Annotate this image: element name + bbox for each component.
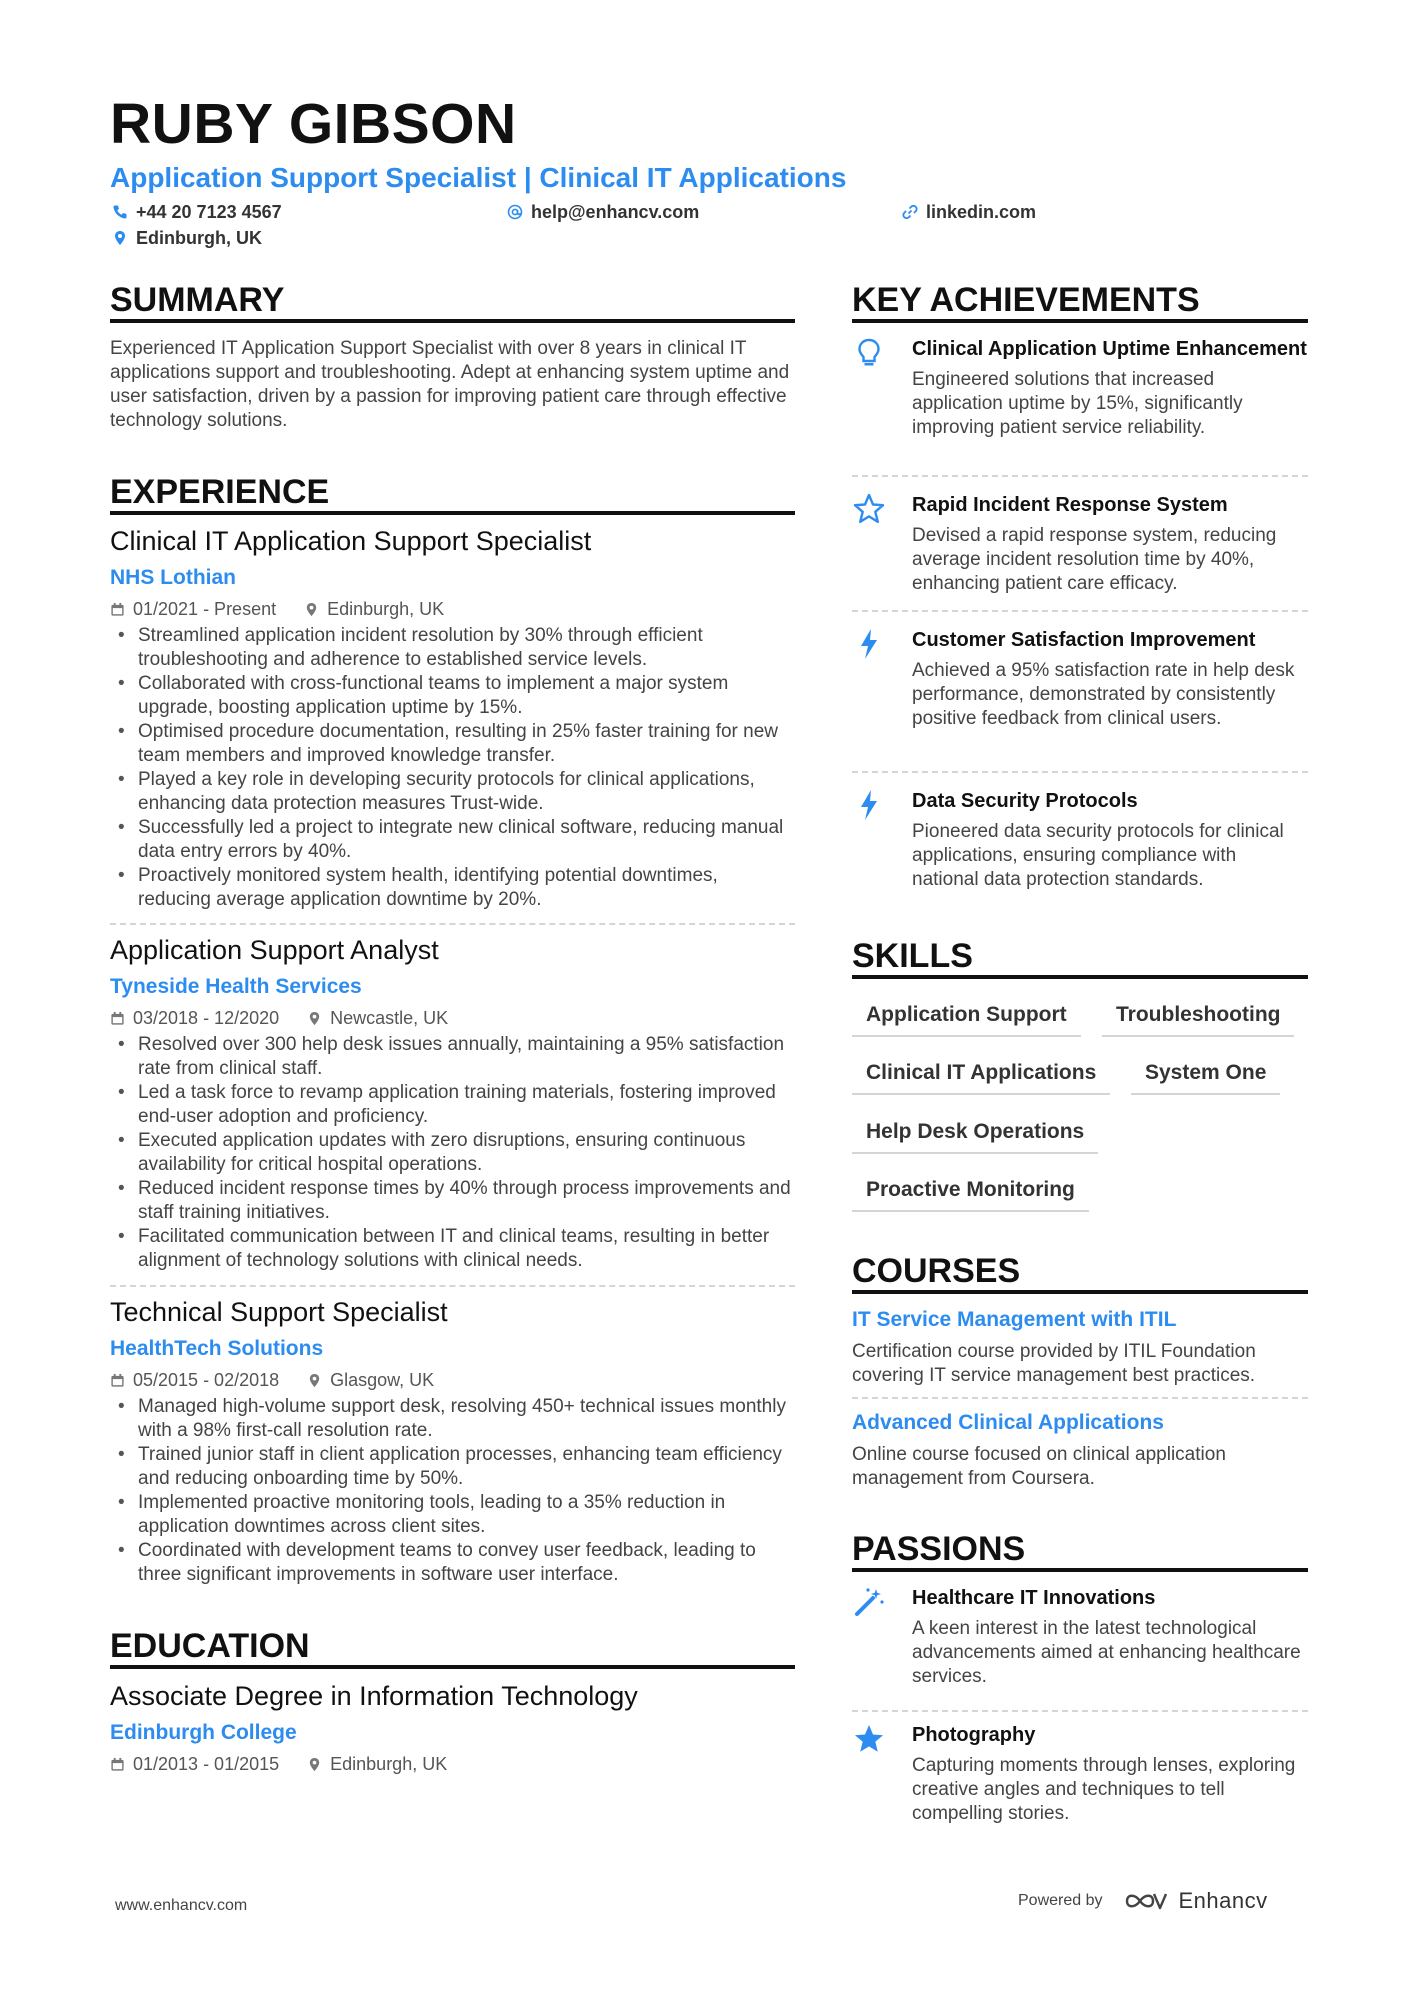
job-location bbox=[307, 1009, 448, 1027]
footer-powered[interactable] bbox=[1018, 1888, 1268, 1914]
bullet-item: • Trained junior staff in client application processes, enhancing team efficiency and reducing onboarding time by 50%. bbox=[110, 1443, 795, 1491]
passion-item bbox=[852, 1585, 1308, 1689]
education-location bbox=[307, 1755, 447, 1773]
bullet-item: • Managed high-volume support desk, resolving 450+ technical issues monthly with a 98% first-call resolution rate. bbox=[110, 1395, 795, 1443]
phone-icon bbox=[112, 204, 128, 220]
summary-title: SUMMARY bbox=[110, 281, 285, 319]
passion-item bbox=[852, 1722, 1308, 1826]
brand-name: Enhancv bbox=[1178, 1888, 1268, 1913]
star-icon bbox=[852, 492, 886, 526]
education-entry bbox=[110, 1683, 795, 1773]
job-meta bbox=[110, 1371, 795, 1389]
magic-wand-icon bbox=[852, 1585, 886, 1619]
bullet-item: • Facilitated communication between IT and clinical teams, resulting in better alignment of technology solutions with clinical needs. bbox=[110, 1225, 795, 1273]
job-location bbox=[307, 1371, 434, 1389]
course-divider bbox=[852, 1397, 1308, 1399]
bullet-item: • Led a task force to revamp application training materials, fostering improved end-user adoption and proficiency. bbox=[110, 1081, 795, 1129]
education-location-text: Edinburgh, UK bbox=[330, 1754, 448, 1774]
footer-website[interactable]: www.enhancv.com bbox=[115, 1897, 248, 1914]
calendar-icon bbox=[110, 1757, 125, 1772]
job-dates-text: 01/2021 - Present bbox=[133, 599, 277, 619]
phone-text: +44 20 7123 4567 bbox=[136, 202, 282, 222]
achievements-title: KEY ACHIEVEMENTS bbox=[852, 281, 1200, 319]
achievement-divider bbox=[852, 771, 1308, 773]
job-location-text: Newcastle, UK bbox=[330, 1008, 449, 1028]
lightning-icon bbox=[852, 627, 886, 661]
skills-divider bbox=[852, 975, 1308, 979]
skill-tag: Clinical IT Applications bbox=[852, 1062, 1110, 1095]
job-dates bbox=[110, 1009, 279, 1027]
achievement-title: Clinical Application Uptime Enhancement bbox=[912, 338, 1307, 360]
skill-tag: Help Desk Operations bbox=[852, 1121, 1098, 1154]
calendar-icon bbox=[110, 602, 125, 617]
location-pin-icon bbox=[304, 602, 319, 617]
achievement-title: Customer Satisfaction Improvement bbox=[912, 629, 1256, 651]
experience-divider bbox=[110, 511, 795, 515]
job-company[interactable]: HealthTech Solutions bbox=[110, 1337, 324, 1360]
contact-phone[interactable] bbox=[112, 203, 282, 221]
at-icon bbox=[507, 204, 523, 220]
bullet-item: • Resolved over 300 help desk issues annually, maintaining a 95% satisfaction rate from clinical staff. bbox=[110, 1033, 795, 1081]
job-dates bbox=[110, 1371, 279, 1389]
job-dates-text: 05/2015 - 02/2018 bbox=[133, 1370, 280, 1390]
school-name[interactable]: Edinburgh College bbox=[110, 1721, 297, 1744]
star-icon bbox=[852, 1722, 886, 1756]
experience-title: EXPERIENCE bbox=[110, 473, 330, 511]
job-title: Application Support Analyst bbox=[110, 935, 439, 965]
job-location-text: Glasgow, UK bbox=[330, 1370, 435, 1390]
email-text: help@enhancv.com bbox=[531, 202, 700, 222]
education-meta bbox=[110, 1755, 795, 1773]
candidate-headline: Application Support Specialist | Clinical IT Applications bbox=[110, 162, 847, 193]
job-meta bbox=[110, 1009, 795, 1027]
calendar-icon bbox=[110, 1011, 125, 1026]
course-desc: Online course focused on clinical application management from Coursera. bbox=[852, 1444, 1226, 1489]
bullet-item: • Proactively monitored system health, identifying potential downtimes, reducing average application downtime by 20%. bbox=[110, 864, 795, 912]
lightbulb-icon bbox=[852, 336, 886, 370]
achievement-item bbox=[852, 788, 1308, 892]
education-dates-text: 01/2013 - 01/2015 bbox=[133, 1754, 280, 1774]
location-text: Edinburgh, UK bbox=[136, 228, 262, 248]
job-location-text: Edinburgh, UK bbox=[327, 599, 445, 619]
website-text: linkedin.com bbox=[926, 202, 1037, 222]
skills-title: SKILLS bbox=[852, 937, 973, 975]
bullet-item: • Played a key role in developing security protocols for clinical applications, enhancing data protection measures Trust-wide. bbox=[110, 768, 795, 816]
bullet-item: • Executed application updates with zero disruptions, ensuring continuous availability for critical hospital operations. bbox=[110, 1129, 795, 1177]
candidate-name: RUBY GIBSON bbox=[110, 92, 517, 156]
achievement-item bbox=[852, 336, 1308, 440]
bullet-item: • Collaborated with cross-functional teams to implement a major system upgrade, boosting application uptime by 15%. bbox=[110, 672, 795, 720]
course-desc: Certification course provided by ITIL Foundation covering IT service management best practices. bbox=[852, 1341, 1256, 1386]
job-bullets bbox=[110, 1395, 795, 1587]
achievement-divider bbox=[852, 610, 1308, 612]
job-entry bbox=[110, 937, 795, 1273]
passion-title: Healthcare IT Innovations bbox=[912, 1587, 1156, 1609]
course-item bbox=[852, 1309, 1308, 1388]
achievement-title: Data Security Protocols bbox=[912, 790, 1138, 812]
passion-title: Photography bbox=[912, 1724, 1036, 1746]
course-title[interactable]: IT Service Management with ITIL bbox=[852, 1308, 1177, 1331]
degree-title: Associate Degree in Information Technology bbox=[110, 1681, 638, 1711]
skill-tag: Proactive Monitoring bbox=[852, 1179, 1089, 1212]
achievement-desc: Engineered solutions that increased application uptime by 15%, significantly improving patient service reliability. bbox=[912, 369, 1243, 438]
job-bullets bbox=[110, 624, 795, 912]
powered-by-label: Powered by bbox=[1018, 1892, 1103, 1909]
contact-website[interactable] bbox=[902, 203, 1036, 221]
bullet-item: • Streamlined application incident resolution by 30% through efficient troubleshooting and adherence to established service levels. bbox=[110, 624, 795, 672]
location-pin-icon bbox=[112, 230, 128, 246]
skill-tag: Troubleshooting bbox=[1102, 1004, 1294, 1037]
enhancv-logo-icon bbox=[1123, 1888, 1169, 1914]
job-company[interactable]: Tyneside Health Services bbox=[110, 975, 362, 998]
job-entry bbox=[110, 528, 795, 912]
achievement-desc: Achieved a 95% satisfaction rate in help desk performance, demonstrated by consistently positive feedback from clinical users. bbox=[912, 660, 1295, 729]
contact-location bbox=[112, 229, 262, 247]
bullet-item: • Successfully led a project to integrate new clinical software, reducing manual data entry errors by 40%. bbox=[110, 816, 795, 864]
brand-logo bbox=[1123, 1888, 1268, 1914]
job-title: Clinical IT Application Support Specialist bbox=[110, 526, 592, 556]
education-title: EDUCATION bbox=[110, 1627, 310, 1665]
job-meta bbox=[110, 600, 795, 618]
course-title[interactable]: Advanced Clinical Applications bbox=[852, 1411, 1164, 1434]
achievement-desc: Devised a rapid response system, reducing average incident resolution time by 40%, enhancing patient care efficacy. bbox=[912, 525, 1277, 594]
passion-desc: Capturing moments through lenses, exploring creative angles and techniques to tell compelling stories. bbox=[912, 1755, 1296, 1824]
contact-email[interactable] bbox=[507, 203, 699, 221]
achievement-divider bbox=[852, 475, 1308, 477]
location-pin-icon bbox=[307, 1011, 322, 1026]
bullet-item: • Reduced incident response times by 40% through process improvements and staff training initiatives. bbox=[110, 1177, 795, 1225]
passions-title: PASSIONS bbox=[852, 1530, 1026, 1568]
achievement-item bbox=[852, 492, 1308, 596]
courses-title: COURSES bbox=[852, 1252, 1021, 1290]
education-divider bbox=[110, 1665, 795, 1669]
bullet-item: • Optimised procedure documentation, resulting in 25% faster training for new team members and improved knowledge transfer. bbox=[110, 720, 795, 768]
achievement-desc: Pioneered data security protocols for clinical applications, ensuring compliance with national data protection standards. bbox=[912, 821, 1284, 890]
location-pin-icon bbox=[307, 1373, 322, 1388]
bullet-item: • Coordinated with development teams to convey user feedback, leading to three significant improvements in software user interface. bbox=[110, 1539, 795, 1587]
skill-tag: Application Support bbox=[852, 1004, 1081, 1037]
achievement-title: Rapid Incident Response System bbox=[912, 494, 1228, 516]
calendar-icon bbox=[110, 1373, 125, 1388]
job-entry bbox=[110, 1299, 795, 1587]
education-dates bbox=[110, 1755, 279, 1773]
skill-tag: System One bbox=[1131, 1062, 1280, 1095]
passion-divider bbox=[852, 1710, 1308, 1712]
summary-divider bbox=[110, 319, 795, 323]
bullet-item: • Implemented proactive monitoring tools, leading to a 35% reduction in application downtimes across client sites. bbox=[110, 1491, 795, 1539]
job-dates-text: 03/2018 - 12/2020 bbox=[133, 1008, 280, 1028]
job-company[interactable]: NHS Lothian bbox=[110, 566, 236, 589]
job-dates bbox=[110, 600, 276, 618]
course-item bbox=[852, 1412, 1308, 1491]
lightning-icon bbox=[852, 788, 886, 822]
job-divider bbox=[110, 923, 795, 925]
courses-divider bbox=[852, 1290, 1308, 1294]
job-location bbox=[304, 600, 444, 618]
achievements-divider bbox=[852, 319, 1308, 323]
link-icon bbox=[902, 204, 918, 220]
passion-desc: A keen interest in the latest technological advancements aimed at enhancing healthcare services. bbox=[912, 1618, 1301, 1687]
job-title: Technical Support Specialist bbox=[110, 1297, 448, 1327]
job-divider bbox=[110, 1285, 795, 1287]
passions-divider bbox=[852, 1568, 1308, 1572]
achievement-item bbox=[852, 627, 1308, 731]
job-bullets bbox=[110, 1033, 795, 1273]
location-pin-icon bbox=[307, 1757, 322, 1772]
summary-text: Experienced IT Application Support Specialist with over 8 years in clinical IT applications support and troubleshooting. Adept at enhancing system uptime and user satisfaction, driven by a passion for improving patient care through effective technology solutions. bbox=[110, 338, 790, 431]
